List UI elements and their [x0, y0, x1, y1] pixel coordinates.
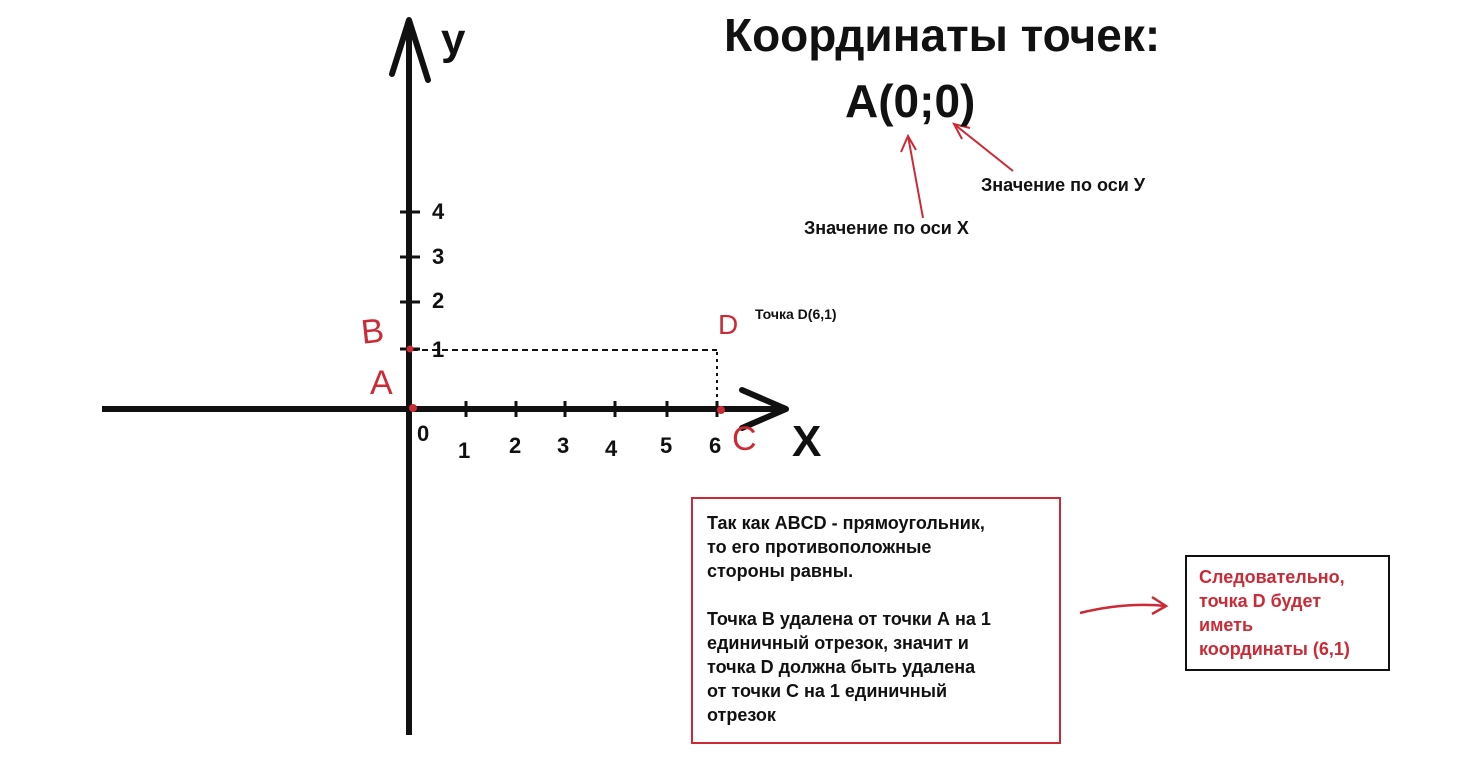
explanation-paragraph-1: Так как ABCD - прямоугольник, то его противоположные стороны равны. [707, 513, 985, 581]
x-value-annotation: Значение по оси X [804, 218, 969, 238]
y-axis-label: y [441, 15, 466, 64]
arrow-to-x-value [901, 136, 923, 218]
explanation-box [691, 497, 1061, 744]
x-tick-label-1: 1 [458, 438, 471, 463]
explanation-paragraph-2: Точка B удалена от точки А на 1 единичный отрезок, значит и точка D должна быть удалена от точки С на 1 единичный отрезок [707, 609, 991, 725]
x-tick-label-4: 4 [605, 436, 618, 461]
label-point-a: A [370, 364, 393, 402]
label-point-c: C [732, 420, 757, 458]
x-tick-label-5: 5 [660, 433, 673, 458]
arrow-to-conclusion [1080, 597, 1166, 614]
y-tick-label-1: 1 [432, 337, 445, 362]
x-tick-label-6: 6 [709, 433, 722, 458]
coordinate-example: A(0;0) [845, 75, 976, 127]
point-c [717, 406, 725, 414]
heading: Координаты точек: [724, 9, 1161, 61]
y-tick-label-4: 4 [432, 199, 445, 224]
point-b [407, 346, 414, 353]
conclusion-box: Следовательно, точка D будет иметь координаты (6,1) [1185, 555, 1390, 671]
x-tick-label-2: 2 [509, 433, 522, 458]
origin-label: 0 [417, 421, 430, 446]
point-d-caption: Точка D(6,1) [755, 306, 837, 322]
x-axis-label: X [792, 417, 822, 466]
x-tick-label-3: 3 [557, 433, 570, 458]
label-point-d: D [718, 309, 739, 340]
point-a [409, 404, 417, 412]
y-tick-label-3: 3 [432, 244, 445, 269]
y-value-annotation: Значение по оси У [981, 175, 1146, 195]
y-tick-label-2: 2 [432, 288, 445, 313]
label-point-b: B [359, 311, 386, 352]
arrow-to-y-value [954, 124, 1013, 171]
